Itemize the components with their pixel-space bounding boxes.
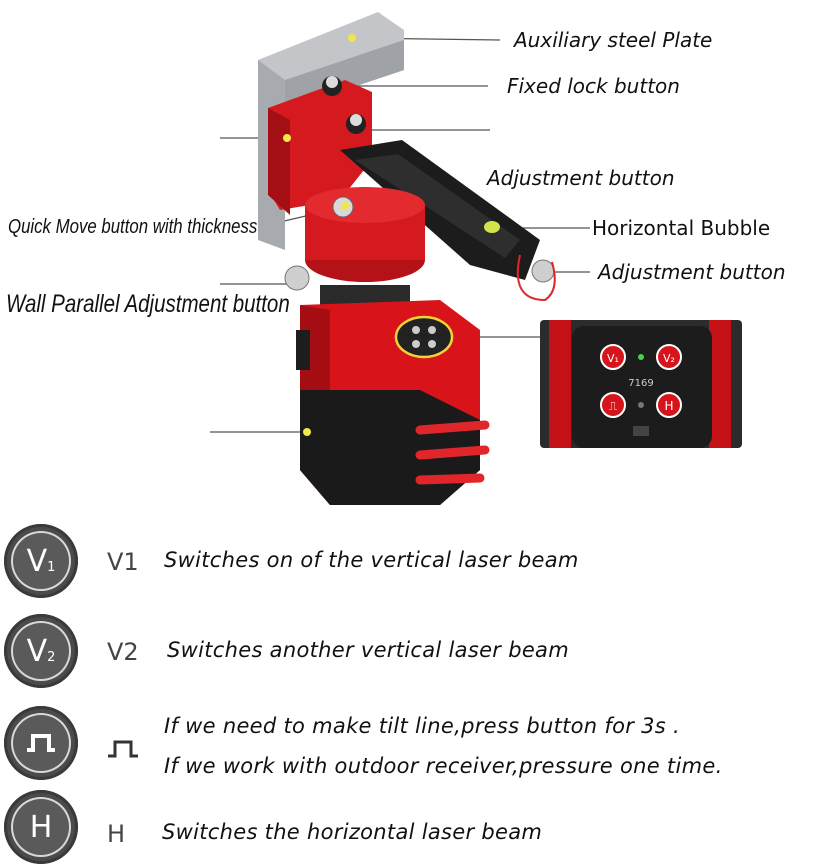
pulse-button-icon bbox=[4, 706, 78, 780]
legend-code-pulse-icon bbox=[106, 738, 142, 760]
turret bbox=[285, 187, 425, 310]
svg-text:V₁: V₁ bbox=[607, 352, 619, 365]
callout-adjustment-2: Adjustment button bbox=[598, 260, 786, 284]
legend-desc-v2: Switches another vertical laser beam bbox=[167, 638, 569, 662]
laser-body bbox=[296, 300, 485, 505]
callout-adjustment-1: Adjustment button bbox=[487, 166, 675, 190]
callout-aux-plate: Auxiliary steel Plate bbox=[514, 28, 713, 52]
legend-code-v1: V1 bbox=[107, 548, 139, 576]
h-button-icon: H bbox=[4, 790, 78, 864]
panel-model-number: 7169 bbox=[628, 378, 654, 389]
legend-code-h: H bbox=[107, 820, 126, 848]
svg-text:⎍: ⎍ bbox=[608, 399, 618, 413]
pulse-icon bbox=[25, 732, 57, 754]
v2-button-icon: V $_2$ bbox=[4, 614, 78, 688]
callout-horizontal-bubble: Horizontal Bubble bbox=[592, 216, 771, 240]
legend-desc-v1: Switches on of the vertical laser beam bbox=[164, 548, 579, 572]
legend-code-v2: V2 bbox=[107, 638, 139, 666]
svg-text:V₂: V₂ bbox=[663, 352, 675, 365]
control-panel-inset bbox=[540, 320, 742, 448]
callout-wall-parallel: Wall Parallel Adjustment button bbox=[6, 290, 290, 318]
svg-text:H: H bbox=[664, 399, 674, 413]
callout-quick-move: Quick Move button with thickness bbox=[8, 216, 258, 238]
legend-desc-pulse-1: If we need to make tilt line,press button for 3s . bbox=[164, 714, 680, 738]
callout-fixed-lock: Fixed lock button bbox=[507, 74, 680, 98]
legend-desc-h: Switches the horizontal laser beam bbox=[162, 820, 543, 844]
legend-desc-pulse-2: If we work with outdoor receiver,pressure one time. bbox=[164, 754, 723, 778]
v1-button-icon: V $_1$ bbox=[4, 524, 78, 598]
